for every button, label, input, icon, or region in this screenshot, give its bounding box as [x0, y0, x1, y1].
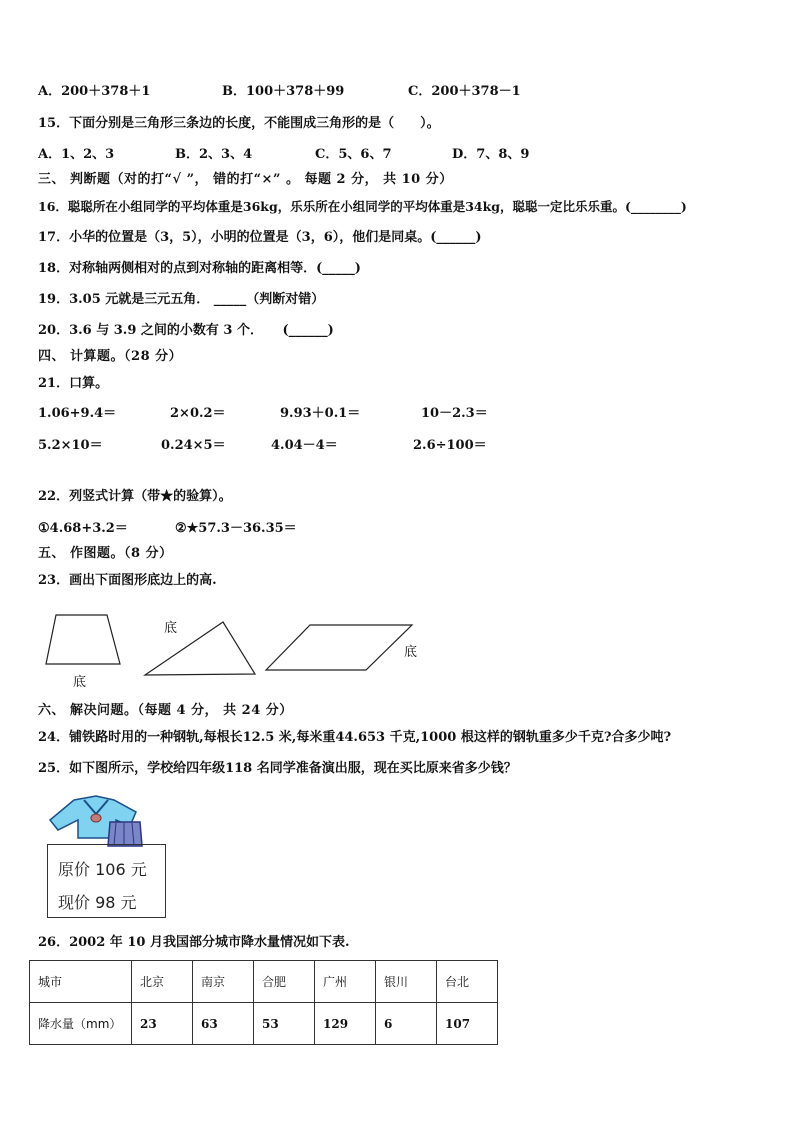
q21-title: 21．口算。: [38, 376, 109, 391]
q15-option-a: A．1、2、3: [38, 147, 115, 162]
table-cell: 129: [315, 1003, 376, 1045]
q15-option-b: B．2、3、4: [175, 147, 253, 162]
q21-calc: 5.2×10＝: [38, 438, 103, 453]
triangle-figure: [140, 618, 260, 680]
q21-calc: 4.04－4＝: [271, 438, 338, 453]
q21-calc: 1.06+9.4＝: [38, 406, 117, 421]
rainfall-table: [29, 960, 498, 1045]
table-cell: 银川: [376, 961, 437, 1003]
q21-calc: 0.24×5＝: [161, 438, 226, 453]
base-label: 底: [164, 621, 178, 636]
trapezoid-figure: [40, 610, 130, 670]
q21-calc: 10－2.3＝: [421, 406, 488, 421]
q19: 19．3.05 元就是三元五角． _____（判断对错）: [38, 292, 325, 307]
parallelogram-shape: [266, 625, 412, 670]
table-cell: 降水量（mm）: [30, 1003, 132, 1045]
q24: 24．铺铁路时用的一种钢轨,每根长12.5 米,每米重44.653 千克,1000 根这样的钢轨重多少千克?合多少吨?: [38, 730, 672, 745]
q14-option-b: B．100＋378＋99: [222, 84, 345, 99]
table-cell: 台北: [437, 961, 498, 1003]
table-cell: 广州: [315, 961, 376, 1003]
parallelogram-figure: [262, 620, 417, 675]
q18: 18．对称轴两侧相对的点到对称轴的距离相等．(_____): [38, 261, 361, 276]
base-label: 底: [73, 675, 87, 690]
uniform-illustration: [44, 792, 144, 848]
table-cell: 107: [437, 1003, 498, 1045]
triangle-shape: [145, 622, 255, 675]
section-6-heading: 六、 解决问题。（每题 4 分， 共 24 分）: [38, 703, 293, 718]
q22-calc-a: ①4.68+3.2＝: [38, 521, 128, 536]
original-price: 原价 106 元: [58, 860, 147, 879]
table-cell: 北京: [132, 961, 193, 1003]
table-row: [30, 1003, 498, 1045]
q15-option-d: D．7、8、9: [452, 147, 530, 162]
table-cell: 53: [254, 1003, 315, 1045]
skirt-shape: [108, 822, 142, 846]
table-cell: 6: [376, 1003, 437, 1045]
trapezoid-shape: [46, 615, 120, 664]
q23-title: 23．画出下面图形底边上的高.: [38, 573, 217, 588]
table-cell: 南京: [193, 961, 254, 1003]
q15-option-c: C．5、6、7: [315, 147, 392, 162]
q16: 16．聪聪所在小组同学的平均体重是36kg，乐乐所在小组同学的平均体重是34kg，聪聪一定比乐乐重。(________): [38, 199, 687, 214]
section-4-heading: 四、 计算题。（28 分）: [38, 349, 183, 364]
q26: 26．2002 年 10 月我国部分城市降水量情况如下表.: [38, 935, 350, 950]
base-label: 底: [404, 645, 418, 660]
table-row: [30, 961, 498, 1003]
price-box: [47, 844, 166, 918]
section-3-heading: 三、 判断题（对的打“√ ”， 错的打“×” 。 每题 2 分， 共 10 分）: [38, 172, 453, 187]
q25: 25．如下图所示，学校给四年级118 名同学准备演出服，现在买比原来省多少钱？: [38, 761, 517, 776]
current-price: 现价 98 元: [58, 893, 137, 912]
table-cell: 23: [132, 1003, 193, 1045]
q20: 20．3.6 与 3.9 之间的小数有 3 个． (______): [38, 323, 334, 338]
table-cell: 63: [193, 1003, 254, 1045]
section-5-heading: 五、 作图题。（8 分）: [38, 546, 173, 561]
q14-option-a: A．200＋378＋1: [38, 84, 151, 99]
q21-calc: 9.93＋0.1＝: [280, 406, 361, 421]
q22-title: 22．列竖式计算（带★的验算）。: [38, 489, 232, 504]
q21-calc: 2×0.2＝: [170, 406, 226, 421]
q22-calc-b: ②★57.3－36.35＝: [175, 521, 297, 536]
table-cell: 城市: [30, 961, 132, 1003]
bow-shape: [91, 814, 101, 822]
q14-option-c: C．200＋378－1: [408, 84, 521, 99]
q17: 17．小华的位置是（3，5），小明的位置是（3，6），他们是同桌。(______): [38, 230, 482, 245]
table-cell: 合肥: [254, 961, 315, 1003]
q15-stem: 15．下面分别是三角形三条边的长度，不能围成三角形的是（ ）。: [38, 116, 440, 131]
q21-calc: 2.6÷100＝: [413, 438, 487, 453]
